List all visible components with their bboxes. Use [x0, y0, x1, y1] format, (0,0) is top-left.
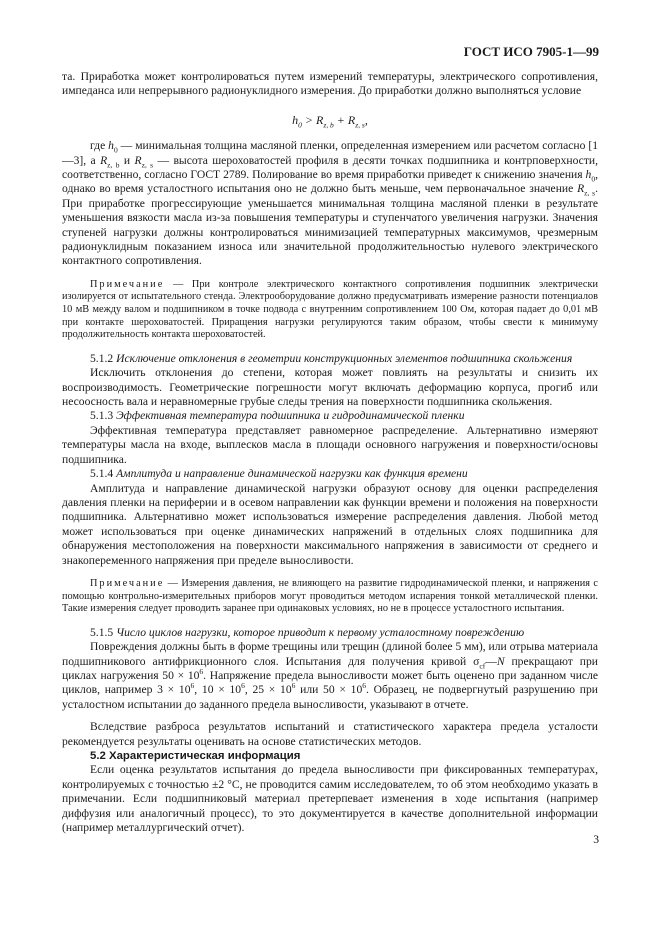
section-5-1-4-heading: 5.1.4 Амплитуда и направление динамической нагрузки как функция времени	[90, 467, 468, 481]
page-header: ГОСТ ИСО 7905-1—99	[463, 44, 599, 59]
section-5-1-3-text: Эффективная температура представляет равномерное распределение. Альтернативно измеряют температуры масла на входе, выплесков масла в площади основного нагружения и поверхности/основы подшипника.	[62, 423, 598, 466]
section-5-2-text: Если оценка результатов испытания до предела выносливости при фиксированных температурах, контролируемых с точностью ±2 °С, не проводится самим исследователем, то об этом необходимо указать в примечании. Если подшипниковый материал претерпевает изменения в ходе испытания (например диффузия или аналогичный процесс), то это документируется в качестве дополнительной информации (например металлургический отчет).	[62, 763, 598, 834]
section-5-1-5-text: Повреждения должны быть в форме трещины или трещин (длиной более 5 мм), или отрыва материала подшипникового антифрикционного слоя. Испытания для получения кривой $\sigma_{cf}—N$ прекращают при циклах нагружения $50 \times 10^6$. Напряжение предела выносливости может быть оценено при заданном числе циклов, например $3 \times 10^6$, $10 \times 10^6$, $25 \times 10^6$ или $50 \times 10^6$. Образец, не подвергнутый разрушению при усталостном испытании до заданного предела выносливости, указывают в отчете.	[62, 640, 598, 711]
formula: $h_0 > R_{z, b} + R_{z, s}$,	[292, 112, 368, 130]
formula-h0: h	[292, 112, 299, 127]
paragraph-where: где $h_0$ — минимальная толщина масляной пленки, определенная измерением или расчетом согласно [1—3], а $R_{z, b}$ и $R_{z, s}$ — высота шероховатостей профиля в десяти точках подшипника и контрповерхности, соответственно, согласно ГОСТ 2789. Полирование во время приработки приведет к снижению значения $h_0$, однако во время усталостного испытания оно не должно быть меньше, чем первоначальное значение $R_{z, s}$. При приработке прогрессирующие уменьшается минимальная толщина масляной пленки в результате уменьшения вязкости масла из-за повышения температуры и ступенчатого увеличения нагрузки. Значения ступеней нагрузки должны контролироваться минимизацией температурных максимумов, чрезмерным радионуклидным показанием износа или значительной продолжительностью нулевого электрического контактного сопротивления.	[62, 139, 598, 268]
page-number: 3	[593, 833, 599, 846]
section-5-1-2-text: Исключить отклонения до степени, которая может повлиять на результаты и снизить их воспроизводимость. Геометрические погрешности могут включать деформацию корпуса, прогиб или несоосность вала и неравномерные грубые следы трения на поверхности подшипника скольжения.	[62, 366, 598, 409]
paragraph-statistics: Вследствие разброса результатов испытаний и статистического характера предела усталости рекомендуется результаты оценивать на основе статистических методов.	[62, 720, 598, 748]
note-pressure-measurement: Примечание — Измерения давления, не влияющего на развитие гидродинамической пленки, и напряжения с помощью контрольно-измерительных приборов могут проводиться методом испарения тонкой металлической пленки. Такие измерения следует проводить заранее при одинаковых условиях, но не в процессе усталостного испытания.	[62, 577, 598, 615]
section-5-1-4-text: Амплитуда и направление динамической нагрузки образуют основу для оценки распределения давления пленки на периферии и в осевом направлении как функции времени и положения на поверхности подшипника. Альтернативно может использоваться измерение распределения давления. Любой метод может использоваться при оценке динамических напряжений в отдельных слоях подшипника для обнаружения местоположения на поверхности максимального напряжения в зависимости от среднего и знакопеременного напряжения при пределе выносливости.	[62, 481, 598, 567]
formula-rzb: R	[316, 112, 324, 127]
section-5-2-heading: 5.2 Характеристическая информация	[90, 749, 301, 762]
section-5-1-5-heading: 5.1.5 Число циклов нагрузки, которое приводит к первому усталостному повреждению	[90, 625, 525, 639]
note-electrical-contact: Примечание — При контроле электрического контактного сопротивления подшипник электрически изолируется от испытательного стенда. Электрооборудование должно предусматривать измерение разности потенциалов 10 мВ между валом и подшипником в точке подвода с внутренним сопротивлением 100 Ом, которая падает до 0,01 мВ при контакте шероховатостей. Приращения нагрузки регулируются таким образом, чтобы свести к минимуму продолжительность контакта шероховатостей.	[62, 278, 598, 341]
section-5-1-2-heading: 5.1.2 Исключение отклонения в геометрии конструкционных элементов подшипника скольжения	[90, 351, 573, 365]
document-body	[62, 70, 598, 835]
formula-rzs: R	[347, 112, 356, 127]
paragraph-running-in: та. Приработка может контролироваться путем измерений температуры, электрического сопротивления, импеданса или непрерывного радионуклидного измерения. До приработки должно выполняться условие	[62, 70, 598, 98]
section-5-1-3-heading: 5.1.3 Эффективная температура подшипника и гидродинамической пленки	[90, 409, 465, 423]
